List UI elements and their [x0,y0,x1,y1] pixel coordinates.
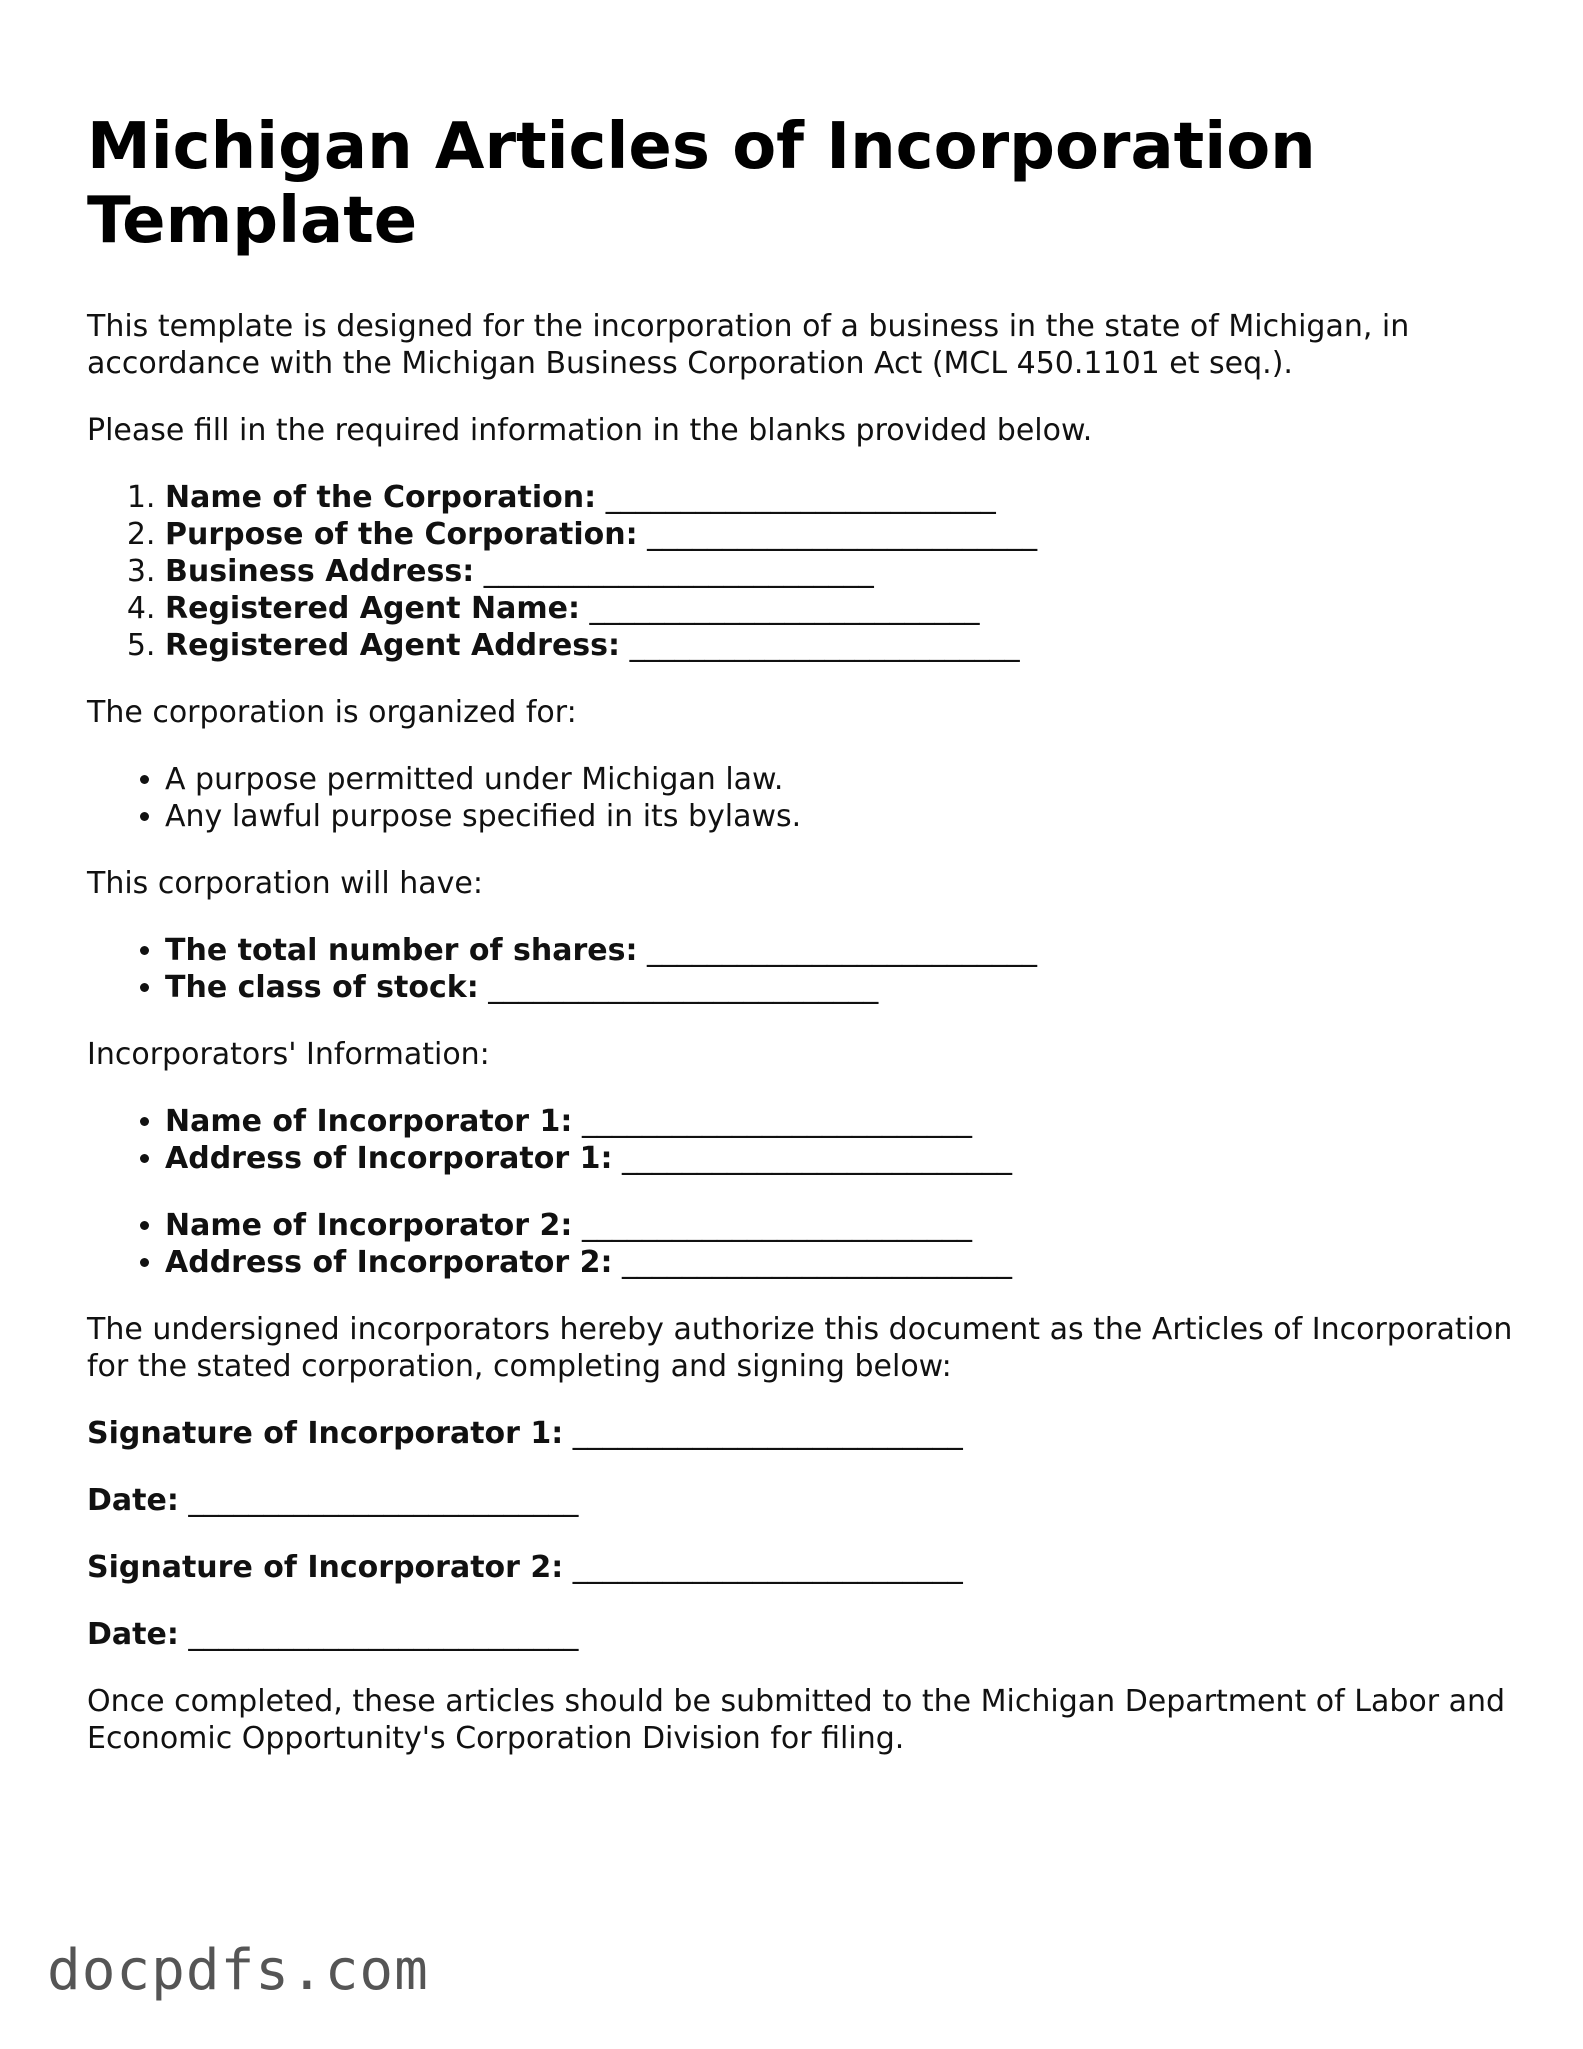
closing-paragraph: Once completed, these articles should be submitted to the Michigan Department of Labor and Economic Opportunity's Corporation Division for filing. [87,1684,1506,1756]
signature-incorporator2 [87,1549,1517,1586]
field-label: Address of Incorporator 2: [165,1245,613,1280]
field-label: Name of Incorporator 1: [165,1104,573,1139]
fill-blank: __________________________ [605,480,996,515]
intro-paragraph: This template is designed for the incorporation of a business in the state of Michigan, in accordance with the Michigan Business Corporation Act (MCL 450.1101 et seq.). [87,309,1410,381]
fill-blank: __________________________ [488,970,879,1005]
field-corporation-purpose [165,516,1517,553]
page-title: Michigan Articles of Incorporation Template [87,110,1316,258]
fill-blank: __________________________ [581,1208,972,1243]
document-page [87,110,1517,1787]
field-label: Name of the Corporation: [165,480,597,515]
field-label: Business Address: [165,554,475,589]
field-incorporator2-address [165,1244,1517,1281]
field-business-address [165,553,1517,590]
field-label: The class of stock: [165,970,479,1005]
incorporator2-list [87,1207,1517,1281]
organized-list [87,761,1517,835]
field-label: The total number of shares: [165,933,638,968]
fill-blank: __________________________ [188,1483,579,1518]
field-label: Address of Incorporator 1: [165,1141,613,1176]
organized-heading: The corporation is organized for: [87,695,577,730]
watermark-logo: docpdfs.com [47,1938,429,2003]
field-label: Name of Incorporator 2: [165,1208,573,1243]
fill-blank: __________________________ [622,1141,1013,1176]
fill-blank: __________________________ [188,1617,579,1652]
fill-blank: __________________________ [622,1245,1013,1280]
incorporator1-list [87,1103,1517,1177]
field-agent-address [165,627,1517,664]
field-incorporator2-name [165,1207,1517,1244]
fill-blank: __________________________ [647,933,1038,968]
authorization-paragraph: The undersigned incorporators hereby authorize this document as the Articles of Incorporation for the stated corporation, completing and signing below: [87,1312,1513,1384]
fill-blank: __________________________ [572,1550,963,1585]
field-label: Date: [87,1483,179,1518]
fill-blank: __________________________ [483,554,874,589]
field-total-shares [165,932,1517,969]
list-item: • Any lawful purpose specified in its bylaws. [165,798,1517,835]
field-corporation-name [165,479,1517,516]
date-incorporator1 [87,1482,1517,1519]
fill-blank: __________________________ [589,591,980,626]
field-label: Registered Agent Address: [165,628,621,663]
incorporators-heading: Incorporators' Information: [87,1037,490,1072]
field-incorporator1-address [165,1140,1517,1177]
field-label: Signature of Incorporator 1: [87,1416,564,1451]
fill-blank: __________________________ [581,1104,972,1139]
date-incorporator2 [87,1616,1517,1653]
field-label: Registered Agent Name: [165,591,580,626]
fill-blank: __________________________ [572,1416,963,1451]
list-item: • A purpose permitted under Michigan law. [165,761,1517,798]
field-label: Date: [87,1617,179,1652]
field-incorporator1-name [165,1103,1517,1140]
instruction-paragraph: Please fill in the required information in the blanks provided below. [87,413,1093,448]
field-agent-name [165,590,1517,627]
shares-list [87,932,1517,1006]
corporation-fields-list [87,479,1517,664]
field-label: Signature of Incorporator 2: [87,1550,564,1585]
field-label: Purpose of the Corporation: [165,517,638,552]
field-stock-class [165,969,1517,1006]
fill-blank: __________________________ [647,517,1038,552]
fill-blank: __________________________ [629,628,1020,663]
signature-incorporator1 [87,1415,1517,1452]
shares-heading: This corporation will have: [87,866,483,901]
